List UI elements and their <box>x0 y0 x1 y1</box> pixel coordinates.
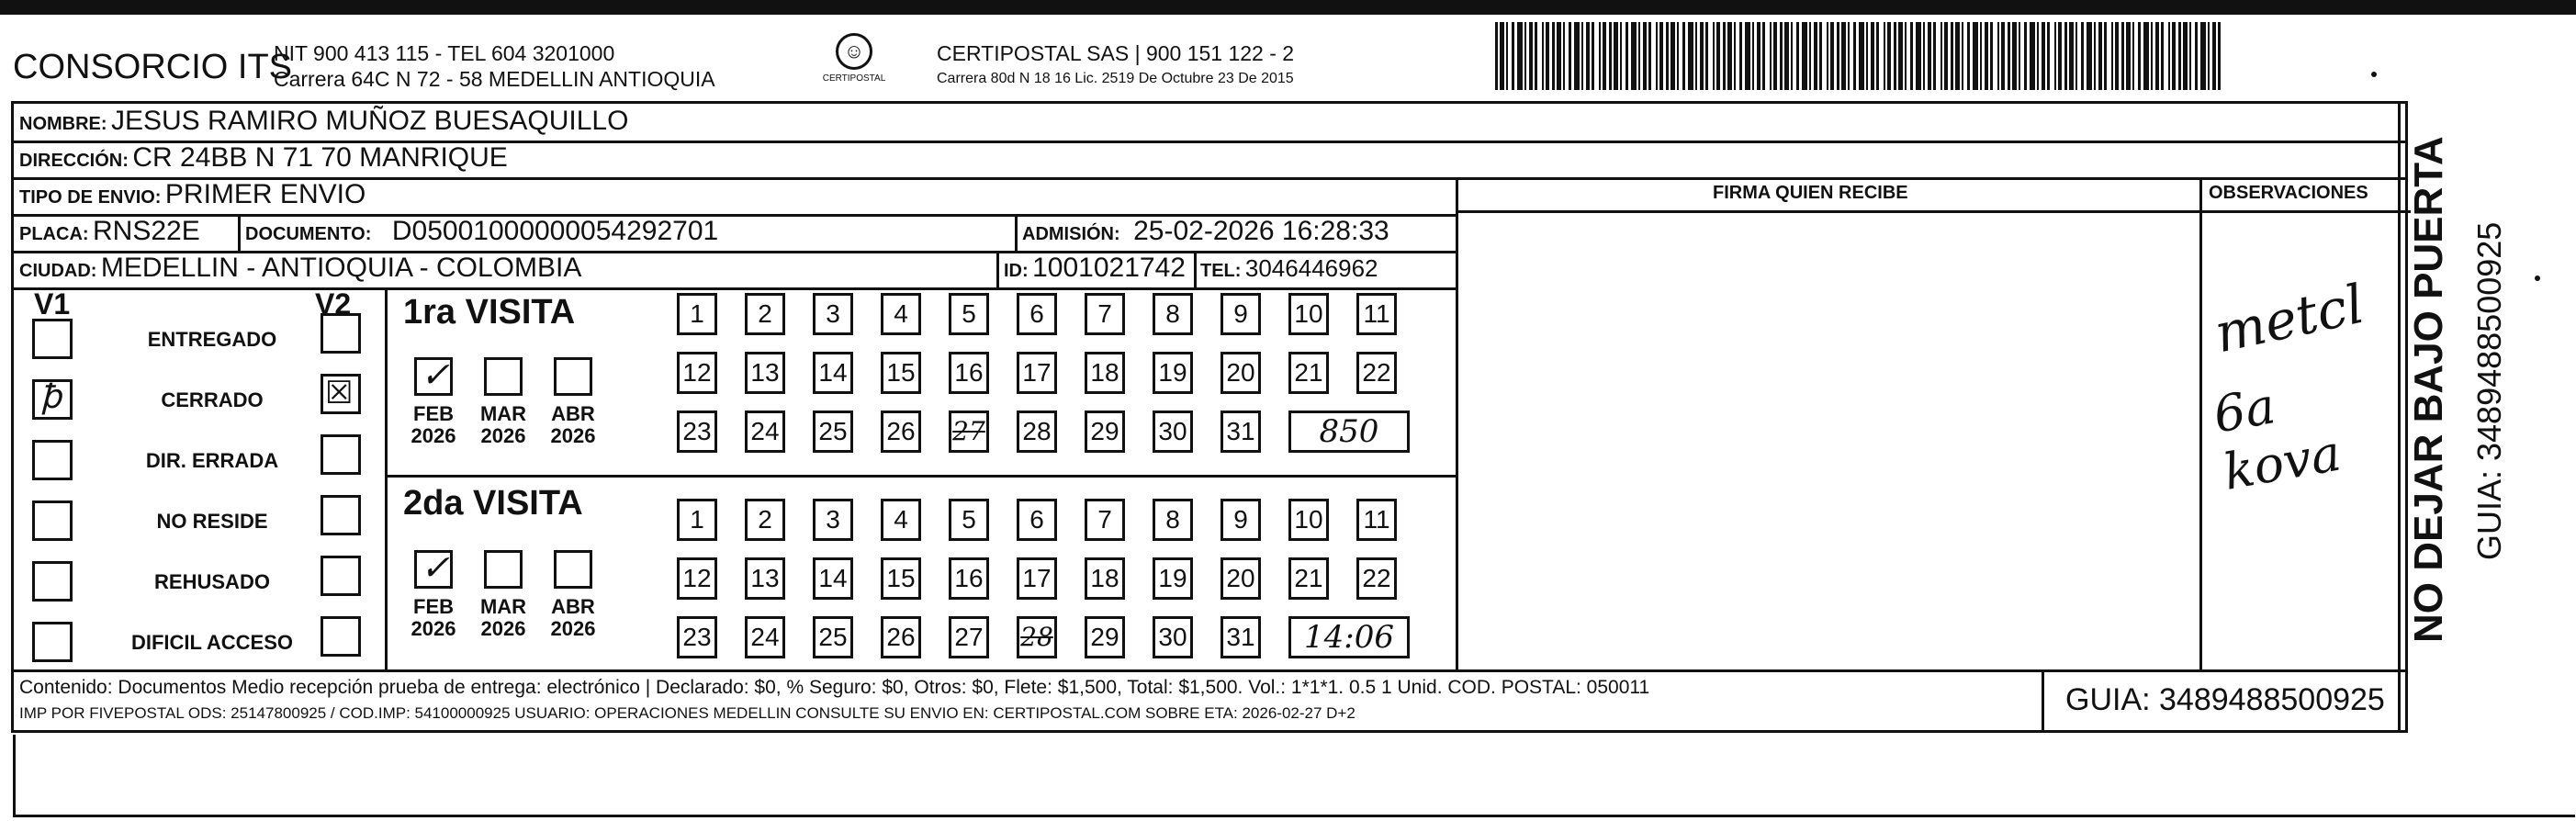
id-value: 1001021742 <box>1032 253 1186 283</box>
month-year: 2026 <box>411 617 456 640</box>
barcode-bar <box>1670 22 1675 90</box>
month-label <box>541 596 605 640</box>
day-box-28[interactable]: 28 <box>1017 410 1057 453</box>
barcode-bar <box>2104 22 2107 90</box>
month-name: MAR <box>479 595 527 618</box>
month-label <box>401 403 466 447</box>
day-box-24[interactable]: 24 <box>745 616 785 658</box>
ciudad-value: MEDELLIN - ANTIOQUIA - COLOMBIA <box>100 253 582 283</box>
month-label <box>401 596 466 640</box>
day-box-5[interactable]: 5 <box>949 293 989 335</box>
day-box-5[interactable]: 5 <box>949 499 989 541</box>
tipo-row <box>19 179 366 210</box>
barcode-bar <box>2087 22 2092 90</box>
barcode-bar <box>1887 22 1891 90</box>
barcode-bar <box>1985 22 1988 90</box>
barcode <box>1495 22 2225 90</box>
day-box-16[interactable]: 16 <box>949 557 989 600</box>
month-name: FEB <box>413 402 454 425</box>
footer-content: Contenido: Documentos Medio recepción prueba de entrega: electrónico | Declarado: $0, % Seguro: $0, Otros: $0, Flete: $1,500, Total: $1,500. Vol.: 1*1*1. 0.5 1 Unid. COD. POSTAL: 050011 <box>19 677 1650 698</box>
barcode-bar <box>2178 22 2181 90</box>
v2-checkbox-4[interactable] <box>321 556 361 596</box>
barcode-bar <box>1643 22 1647 90</box>
tipo-value: PRIMER ENVIO <box>164 179 366 209</box>
barcode-bar <box>1546 22 1549 90</box>
company-address: Carrera 64C N 72 - 58 MEDELLIN ANTIOQUIA <box>274 67 715 91</box>
barcode-bar <box>1542 22 1544 90</box>
barcode-bar <box>1512 22 1514 90</box>
v2-checkbox-2[interactable] <box>321 434 361 475</box>
day-box-18[interactable]: 18 <box>1085 352 1125 394</box>
barcode-bar <box>1770 22 1772 90</box>
barcode-bar <box>1802 22 1807 90</box>
barcode-bar <box>2161 22 2164 90</box>
barcode-bar <box>2121 22 2124 90</box>
nombre-row <box>19 106 628 137</box>
day-box-18[interactable]: 18 <box>1085 557 1125 600</box>
day-box-6[interactable]: 6 <box>1017 499 1057 541</box>
first-visit-title: 1ra VISITA <box>403 293 576 332</box>
barcode-bar <box>2143 22 2149 90</box>
month-name: ABR <box>551 595 595 618</box>
v2-checkbox-5[interactable] <box>321 616 361 657</box>
day-box-3[interactable]: 3 <box>813 499 853 541</box>
barcode-bar <box>2132 22 2134 90</box>
barcode-bar <box>1592 22 1594 90</box>
barcode-bar <box>1614 22 1618 90</box>
barcode-bar <box>1599 22 1601 90</box>
barcode-bar <box>1517 22 1523 90</box>
month-name: FEB <box>413 595 454 618</box>
barcode-bar <box>1752 22 1754 90</box>
barcode-bar <box>1866 22 1868 90</box>
side-warning: NO DEJAR BAJO PUERTA <box>2406 136 2451 643</box>
barcode-bar <box>2019 22 2020 90</box>
barcode-bar <box>2069 22 2074 90</box>
footer-imp: IMP POR FIVEPOSTAL ODS: 25147800925 / COD.IMP: 54100000925 USUARIO: OPERACIONES MEDELLIN CONSULTE SU ENVIO EN: CERTIPOSTAL.COM SOBRE ETA: 2026-02-27 D+2 <box>19 704 1355 722</box>
barcode-bar <box>2054 22 2056 90</box>
barcode-bar <box>1859 22 1864 90</box>
barcode-bar <box>1928 22 1931 90</box>
barcode-bar <box>1848 22 1850 90</box>
direccion-row <box>19 142 508 174</box>
month-checkbox-feb[interactable] <box>414 547 453 589</box>
footer-guia: GUIA: 3489488500925 <box>2065 682 2385 717</box>
day-box-15[interactable]: 15 <box>881 557 921 600</box>
barcode-bar <box>1656 22 1658 90</box>
barcode-bar <box>1819 22 1822 90</box>
v1-checkbox-1[interactable] <box>32 379 73 420</box>
status-option-label: DIR. ERRADA <box>145 449 279 472</box>
time-box[interactable]: 14:06 <box>1288 616 1410 658</box>
day-box-4[interactable]: 4 <box>881 293 921 335</box>
barcode-bar <box>1557 22 1561 90</box>
day-box-6[interactable]: 6 <box>1017 293 1057 335</box>
tel-value: 3046446962 <box>1244 254 1378 282</box>
barcode-bar <box>2047 22 2050 90</box>
day-box-31[interactable]: 31 <box>1221 616 1261 658</box>
barcode-bar <box>1713 22 1715 90</box>
obs-label: OBSERVACIONES <box>2209 183 2368 203</box>
v1-mark: ꝥ <box>40 378 62 416</box>
barcode-bar <box>2075 22 2077 90</box>
barcode-bar <box>1940 22 1942 90</box>
dot-mark <box>2371 72 2377 77</box>
v1-checkbox-3[interactable] <box>32 500 73 541</box>
month-year: 2026 <box>480 424 526 447</box>
day-box-2[interactable]: 2 <box>745 293 785 335</box>
direccion-label: DIRECCIÓN: <box>19 151 129 171</box>
barcode-bar <box>1524 22 1526 90</box>
barcode-bar <box>1569 22 1571 90</box>
barcode-bar <box>1830 22 1834 90</box>
company-name: CONSORCIO ITS <box>13 48 293 86</box>
day-box-30[interactable]: 30 <box>1153 616 1193 658</box>
status-option-label: REHUSADO <box>154 570 270 593</box>
month-checkbox-mar[interactable] <box>484 357 523 396</box>
tel-row <box>1200 254 1378 283</box>
day-box-29[interactable]: 29 <box>1085 616 1125 658</box>
barcode-bar <box>1609 22 1612 90</box>
company-info <box>274 40 715 92</box>
day-box-27[interactable] <box>949 410 989 453</box>
month-label <box>541 403 605 447</box>
month-label <box>471 403 535 447</box>
barcode-bar <box>1916 22 1921 90</box>
barcode-bar <box>1620 22 1622 90</box>
id-row <box>1004 253 1186 284</box>
barcode-bar <box>1727 22 1732 90</box>
placa-value: RNS22E <box>93 216 200 246</box>
month-year: 2026 <box>411 424 456 447</box>
barcode-bar <box>2138 22 2141 90</box>
v2-header: V2 <box>315 287 352 321</box>
day-box-13[interactable]: 13 <box>745 352 785 394</box>
company-nit: NIT 900 413 115 - TEL 604 3201000 <box>274 41 615 65</box>
day-box-21[interactable]: 21 <box>1288 352 1329 394</box>
barcode-bar <box>1762 22 1765 90</box>
barcode-bar <box>2115 22 2119 90</box>
barcode-bar <box>1796 22 1799 90</box>
barcode-bar <box>2126 22 2131 90</box>
placa-row <box>19 216 200 247</box>
crossed-day: 28 <box>1020 622 1053 652</box>
ciudad-row <box>19 253 581 284</box>
v2-checkbox-0[interactable] <box>321 313 361 354</box>
barcode-bar <box>1853 22 1856 90</box>
ciudad-label: CIUDAD: <box>19 261 97 281</box>
barcode-bar <box>1905 22 1907 90</box>
barcode-bar <box>2155 22 2159 90</box>
day-box-10[interactable]: 10 <box>1288 293 1329 335</box>
barcode-bar <box>1967 22 1970 90</box>
barcode-bar <box>2183 22 2188 90</box>
observation-handwriting-1: metcl <box>2209 272 2369 366</box>
barcode-bar <box>1780 22 1783 90</box>
barcode-bar <box>2168 22 2170 90</box>
day-box-29[interactable]: 29 <box>1085 410 1125 453</box>
top-border <box>0 0 2576 15</box>
day-box-11[interactable]: 11 <box>1356 293 1397 335</box>
day-box-7[interactable]: 7 <box>1085 293 1125 335</box>
day-box-16[interactable]: 16 <box>949 352 989 394</box>
barcode-bar <box>1682 22 1685 90</box>
day-box-9[interactable]: 9 <box>1221 499 1261 541</box>
barcode-bar <box>1841 22 1846 90</box>
month-checkbox-abr[interactable] <box>554 550 592 589</box>
month-year: 2026 <box>550 617 596 640</box>
barcode-bar <box>2151 22 2153 90</box>
barcode-bar <box>1951 22 1953 90</box>
v2-checkbox-3[interactable] <box>321 495 361 535</box>
barcode-bar <box>2111 22 2113 90</box>
day-box-14[interactable]: 14 <box>813 352 853 394</box>
documento-row <box>245 216 718 247</box>
barcode-bar <box>1962 22 1963 90</box>
delivery-form <box>11 101 2408 733</box>
documento-label: DOCUMENTO: <box>245 224 372 244</box>
day-box-3[interactable]: 3 <box>813 293 853 335</box>
barcode-bar <box>1563 22 1565 90</box>
status-option-label: NO RESIDE <box>156 510 268 533</box>
tipo-label: TIPO DE ENVIO: <box>19 187 162 208</box>
barcode-bar <box>1625 22 1628 90</box>
day-box-23[interactable]: 23 <box>677 616 717 658</box>
barcode-bar <box>2001 22 2005 90</box>
v2-checkbox-1[interactable] <box>321 374 361 414</box>
barcode-bar <box>2008 22 2010 90</box>
day-box-25[interactable]: 25 <box>813 410 853 453</box>
day-box-14[interactable]: 14 <box>813 557 853 600</box>
barcode-bar <box>1495 22 1498 90</box>
day-box-24[interactable]: 24 <box>745 410 785 453</box>
day-box-26[interactable]: 26 <box>881 616 921 658</box>
barcode-bar <box>1581 22 1583 90</box>
day-box-17[interactable]: 17 <box>1017 557 1057 600</box>
barcode-bar <box>1552 22 1555 90</box>
day-box-2[interactable]: 2 <box>745 499 785 541</box>
day-box-12[interactable]: 12 <box>677 557 717 600</box>
direccion-value: CR 24BB N 71 70 MANRIQUE <box>132 142 508 173</box>
day-box-13[interactable]: 13 <box>745 557 785 600</box>
barcode-bar <box>2012 22 2017 90</box>
month-checkbox-mar[interactable] <box>484 550 523 589</box>
barcode-bar <box>1898 22 1903 90</box>
carrier-nit: CERTIPOSTAL SAS | 900 151 122 - 2 <box>937 41 1295 65</box>
v1-header: V1 <box>34 287 71 321</box>
barcode-bar <box>1574 22 1580 90</box>
day-box-19[interactable]: 19 <box>1153 557 1193 600</box>
barcode-bar <box>1894 22 1896 90</box>
barcode-bar <box>2081 22 2084 90</box>
tel-label: TEL: <box>1200 261 1242 281</box>
barcode-bar <box>1980 22 1982 90</box>
day-box-22[interactable]: 22 <box>1356 557 1397 600</box>
day-box-23[interactable]: 23 <box>677 410 717 453</box>
month-year: 2026 <box>550 424 596 447</box>
barcode-bar <box>1809 22 1811 90</box>
barcode-bar <box>1837 22 1839 90</box>
nombre-value: JESUS RAMIRO MUÑOZ BUESAQUILLO <box>111 106 629 136</box>
barcode-bar <box>2037 22 2039 90</box>
barcode-bar <box>1933 22 1936 90</box>
obs-header <box>2209 183 2368 204</box>
barcode-bar <box>1827 22 1828 90</box>
barcode-bar <box>1923 22 1925 90</box>
dot-mark <box>2535 276 2540 281</box>
barcode-bar <box>1688 22 1693 90</box>
barcode-bar <box>1944 22 1948 90</box>
barcode-bar <box>1814 22 1817 90</box>
day-box-8[interactable]: 8 <box>1153 293 1193 335</box>
admision-row <box>1022 216 1389 247</box>
barcode-bar <box>1700 22 1704 90</box>
day-box-20[interactable]: 20 <box>1221 352 1261 394</box>
barcode-bar <box>1695 22 1697 90</box>
month-label <box>471 596 535 640</box>
barcode-bar <box>1955 22 1960 90</box>
month-check-mark: ✓ <box>421 354 450 395</box>
status-option-label: ENTREGADO <box>147 328 277 351</box>
day-box-21[interactable]: 21 <box>1288 557 1329 600</box>
logo-icon: ☺ <box>836 33 872 70</box>
barcode-bar <box>1603 22 1606 90</box>
carrier-address: Carrera 80d N 18 16 Lic. 2519 De Octubre 23 De 2015 <box>937 71 1294 86</box>
firma-header <box>1713 183 1908 204</box>
time-box[interactable]: 850 <box>1288 410 1410 453</box>
barcode-bar <box>1586 22 1590 90</box>
carrier-info <box>937 40 1294 92</box>
barcode-bar <box>2094 22 2096 90</box>
barcode-bar <box>2024 22 2027 90</box>
v2-mark: ☒ <box>325 376 354 410</box>
day-box-1[interactable]: 1 <box>677 293 717 335</box>
nombre-label: NOMBRE: <box>19 114 107 134</box>
logo-text: CERTIPOSTAL <box>822 73 886 84</box>
barcode-bar <box>2172 22 2176 90</box>
day-box-9[interactable]: 9 <box>1221 293 1261 335</box>
day-box-19[interactable]: 19 <box>1153 352 1193 394</box>
observation-handwriting-2: 6a kova <box>2209 377 2345 501</box>
barcode-bar <box>2030 22 2035 90</box>
barcode-bar <box>1745 22 1750 90</box>
placa-label: PLACA: <box>19 224 89 244</box>
day-box-17[interactable]: 17 <box>1017 352 1057 394</box>
barcode-bar <box>1791 22 1793 90</box>
barcode-bar <box>1716 22 1720 90</box>
barcode-bar <box>2098 22 2102 90</box>
barcode-bar <box>1990 22 1993 90</box>
id-label: ID: <box>1004 261 1029 281</box>
barcode-bar <box>1631 22 1637 90</box>
barcode-bar <box>1638 22 1640 90</box>
bottom-margin-box <box>13 735 2575 817</box>
barcode-bar <box>2195 22 2198 90</box>
barcode-bar <box>1739 22 1742 90</box>
barcode-bar <box>1529 22 1533 90</box>
firma-label: FIRMA QUIEN RECIBE <box>1713 183 1908 203</box>
day-box-25[interactable]: 25 <box>813 616 853 658</box>
barcode-bar <box>2042 22 2045 90</box>
month-check-mark: ✓ <box>421 547 450 588</box>
barcode-bar <box>1876 22 1879 90</box>
barcode-bar <box>1784 22 1789 90</box>
documento-value: D05001000000054292701 <box>391 216 719 246</box>
day-box-1[interactable]: 1 <box>677 499 717 541</box>
month-year: 2026 <box>480 617 526 640</box>
barcode-bar <box>1677 22 1679 90</box>
day-box-28[interactable] <box>1017 616 1057 658</box>
day-box-20[interactable]: 20 <box>1221 557 1261 600</box>
v1-checkbox-2[interactable] <box>32 440 73 480</box>
day-box-4[interactable]: 4 <box>881 499 921 541</box>
day-box-10[interactable]: 10 <box>1288 499 1329 541</box>
barcode-bar <box>2058 22 2062 90</box>
certipostal-logo <box>817 33 891 86</box>
day-box-30[interactable]: 30 <box>1153 410 1193 453</box>
barcode-bar <box>1648 22 1651 90</box>
month-name: MAR <box>479 402 527 425</box>
v1-checkbox-0[interactable] <box>32 319 73 359</box>
barcode-bar <box>1997 22 1999 90</box>
day-box-31[interactable]: 31 <box>1221 410 1261 453</box>
barcode-bar <box>1871 22 1874 90</box>
barcode-bar <box>2064 22 2067 90</box>
barcode-bar <box>1723 22 1726 90</box>
barcode-bar <box>1910 22 1913 90</box>
barcode-bar <box>1757 22 1760 90</box>
day-box-26[interactable]: 26 <box>881 410 921 453</box>
side-guia: GUIA: 3489488500925 <box>2470 221 2508 560</box>
barcode-bar <box>2212 22 2216 90</box>
admision-label: ADMISIÓN: <box>1022 224 1120 244</box>
status-option-label: DIFICIL ACCESO <box>130 631 293 654</box>
crossed-day: 27 <box>952 416 985 446</box>
admision-value: 25-02-2026 16:28:33 <box>1133 216 1389 246</box>
barcode-bar <box>1973 22 1978 90</box>
barcode-bar <box>1659 22 1663 90</box>
day-box-8[interactable]: 8 <box>1153 499 1193 541</box>
month-checkbox-abr[interactable] <box>554 357 592 396</box>
day-box-27[interactable]: 27 <box>949 616 989 658</box>
barcode-bar <box>1884 22 1885 90</box>
month-checkbox-feb[interactable] <box>414 354 453 396</box>
barcode-bar <box>1506 22 1508 90</box>
status-option-label: CERRADO <box>161 388 264 411</box>
day-box-15[interactable]: 15 <box>881 352 921 394</box>
barcode-bar <box>2208 22 2210 90</box>
month-name: ABR <box>551 402 595 425</box>
barcode-bar <box>1773 22 1777 90</box>
day-box-22[interactable]: 22 <box>1356 352 1397 394</box>
barcode-bar <box>1666 22 1669 90</box>
barcode-bar <box>1535 22 1537 90</box>
v1-checkbox-4[interactable] <box>32 561 73 602</box>
barcode-bar <box>1500 22 1504 90</box>
day-box-11[interactable]: 11 <box>1356 499 1397 541</box>
barcode-bar <box>2218 22 2221 90</box>
day-box-7[interactable]: 7 <box>1085 499 1125 541</box>
barcode-bar <box>2200 22 2206 90</box>
barcode-bar <box>2189 22 2191 90</box>
day-box-12[interactable]: 12 <box>677 352 717 394</box>
barcode-bar <box>1705 22 1708 90</box>
v1-checkbox-5[interactable] <box>32 622 73 662</box>
second-visit-title: 2da VISITA <box>403 484 583 523</box>
barcode-bar <box>1734 22 1736 90</box>
